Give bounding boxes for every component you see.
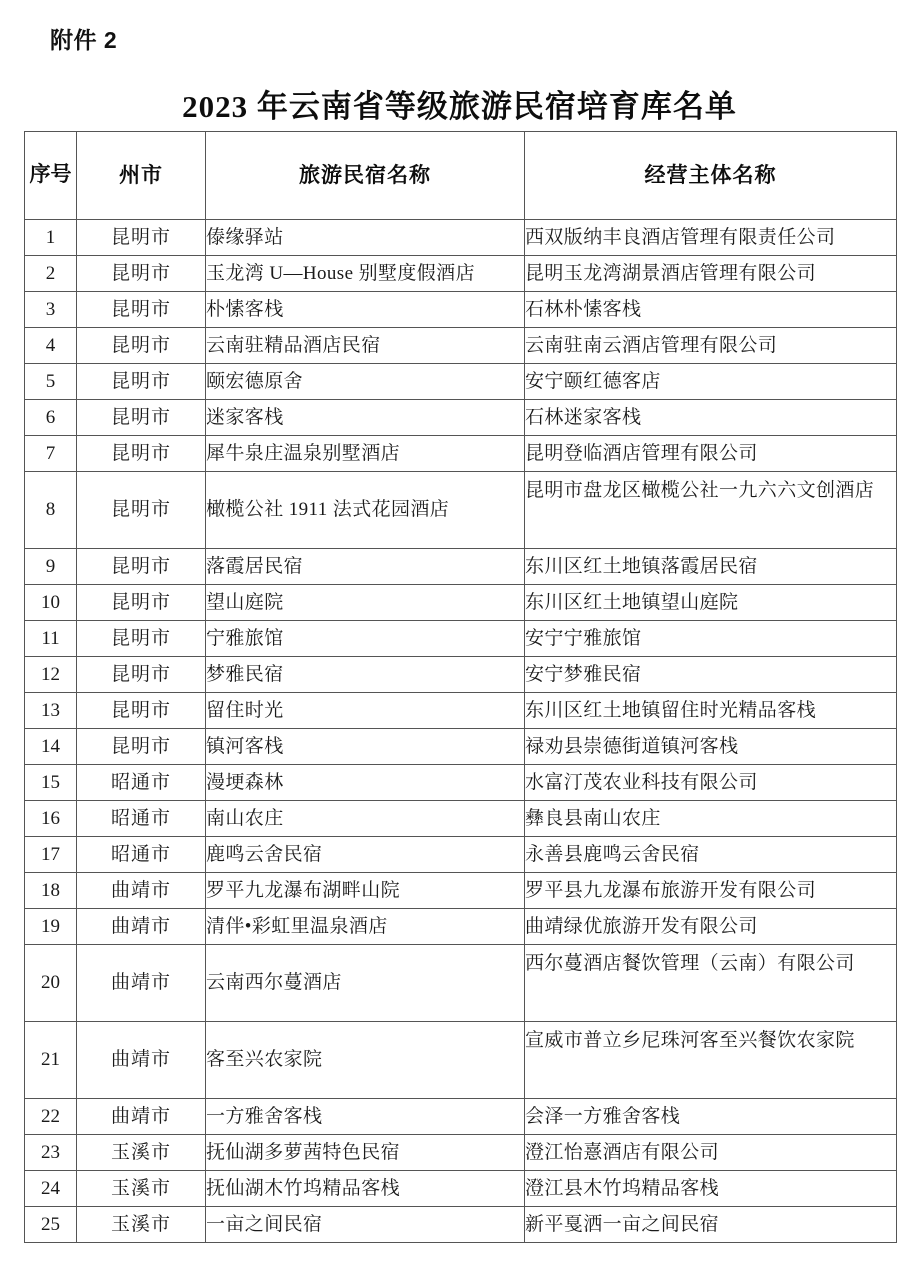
cell-index: 21 bbox=[25, 1022, 77, 1099]
cell-homestay-name: 留住时光 bbox=[206, 693, 525, 729]
cell-city: 昆明市 bbox=[77, 472, 206, 549]
cell-homestay-name: 宁雅旅馆 bbox=[206, 621, 525, 657]
cell-homestay-name: 望山庭院 bbox=[206, 585, 525, 621]
table-row bbox=[25, 909, 897, 945]
cell-city: 曲靖市 bbox=[77, 909, 206, 945]
cell-index: 12 bbox=[25, 657, 77, 693]
cell-operating-entity: 西双版纳丰良酒店管理有限责任公司 bbox=[525, 220, 897, 256]
cell-homestay-name: 落霞居民宿 bbox=[206, 549, 525, 585]
cell-operating-entity: 安宁宁雅旅馆 bbox=[525, 621, 897, 657]
homestay-listing-table bbox=[24, 131, 897, 1243]
cell-index: 22 bbox=[25, 1099, 77, 1135]
cell-index: 4 bbox=[25, 328, 77, 364]
cell-operating-entity: 东川区红土地镇落霞居民宿 bbox=[525, 549, 897, 585]
cell-city: 昆明市 bbox=[77, 328, 206, 364]
cell-index: 8 bbox=[25, 472, 77, 549]
cell-index: 14 bbox=[25, 729, 77, 765]
cell-city: 昆明市 bbox=[77, 549, 206, 585]
cell-homestay-name: 橄榄公社 1911 法式花园酒店 bbox=[206, 472, 525, 549]
cell-index: 7 bbox=[25, 436, 77, 472]
cell-index: 16 bbox=[25, 801, 77, 837]
cell-homestay-name: 南山农庄 bbox=[206, 801, 525, 837]
cell-homestay-name: 客至兴农家院 bbox=[206, 1022, 525, 1099]
cell-homestay-name: 漫埂森林 bbox=[206, 765, 525, 801]
cell-operating-entity: 澄江怡憙酒店有限公司 bbox=[525, 1135, 897, 1171]
cell-index: 18 bbox=[25, 873, 77, 909]
table-header-row bbox=[25, 132, 897, 220]
cell-index: 1 bbox=[25, 220, 77, 256]
cell-operating-entity: 东川区红土地镇望山庭院 bbox=[525, 585, 897, 621]
table-row bbox=[25, 693, 897, 729]
cell-operating-entity: 石林朴愫客栈 bbox=[525, 292, 897, 328]
cell-index: 3 bbox=[25, 292, 77, 328]
cell-city: 昭通市 bbox=[77, 837, 206, 873]
cell-operating-entity: 昆明市盘龙区橄榄公社一九六六文创酒店 bbox=[525, 472, 897, 549]
table-body bbox=[25, 220, 897, 1243]
cell-operating-entity: 云南驻南云酒店管理有限公司 bbox=[525, 328, 897, 364]
cell-operating-entity: 西尔蔓酒店餐饮管理（云南）有限公司 bbox=[525, 945, 897, 1022]
cell-index: 5 bbox=[25, 364, 77, 400]
cell-city: 玉溪市 bbox=[77, 1171, 206, 1207]
cell-city: 昆明市 bbox=[77, 657, 206, 693]
cell-city: 曲靖市 bbox=[77, 945, 206, 1022]
table-row bbox=[25, 436, 897, 472]
cell-city: 曲靖市 bbox=[77, 1099, 206, 1135]
column-header-homestay-name: 旅游民宿名称 bbox=[206, 132, 525, 220]
table-row bbox=[25, 220, 897, 256]
cell-city: 昭通市 bbox=[77, 765, 206, 801]
cell-homestay-name: 一方雅舍客栈 bbox=[206, 1099, 525, 1135]
cell-operating-entity: 永善县鹿鸣云舍民宿 bbox=[525, 837, 897, 873]
cell-city: 昆明市 bbox=[77, 436, 206, 472]
cell-operating-entity: 水富汀茂农业科技有限公司 bbox=[525, 765, 897, 801]
cell-operating-entity: 澄江县木竹坞精品客栈 bbox=[525, 1171, 897, 1207]
cell-homestay-name: 犀牛泉庄温泉别墅酒店 bbox=[206, 436, 525, 472]
table-row bbox=[25, 729, 897, 765]
table-row bbox=[25, 400, 897, 436]
cell-index: 24 bbox=[25, 1171, 77, 1207]
cell-operating-entity: 石林迷家客栈 bbox=[525, 400, 897, 436]
cell-city: 昆明市 bbox=[77, 292, 206, 328]
listing-table-container bbox=[24, 131, 896, 1243]
table-row bbox=[25, 364, 897, 400]
cell-homestay-name: 玉龙湾 U—House 别墅度假酒店 bbox=[206, 256, 525, 292]
column-header-operating-entity: 经营主体名称 bbox=[525, 132, 897, 220]
cell-index: 19 bbox=[25, 909, 77, 945]
cell-city: 玉溪市 bbox=[77, 1207, 206, 1243]
cell-homestay-name: 云南西尔蔓酒店 bbox=[206, 945, 525, 1022]
cell-index: 2 bbox=[25, 256, 77, 292]
column-header-city: 州市 bbox=[77, 132, 206, 220]
table-row bbox=[25, 292, 897, 328]
cell-index: 20 bbox=[25, 945, 77, 1022]
cell-operating-entity: 禄劝县崇德街道镇河客栈 bbox=[525, 729, 897, 765]
cell-operating-entity: 安宁梦雅民宿 bbox=[525, 657, 897, 693]
cell-homestay-name: 梦雅民宿 bbox=[206, 657, 525, 693]
cell-city: 昆明市 bbox=[77, 400, 206, 436]
cell-operating-entity: 会泽一方雅舍客栈 bbox=[525, 1099, 897, 1135]
cell-index: 10 bbox=[25, 585, 77, 621]
table-row bbox=[25, 801, 897, 837]
cell-city: 昆明市 bbox=[77, 621, 206, 657]
table-row bbox=[25, 657, 897, 693]
cell-index: 25 bbox=[25, 1207, 77, 1243]
cell-city: 曲靖市 bbox=[77, 873, 206, 909]
cell-city: 曲靖市 bbox=[77, 1022, 206, 1099]
cell-index: 6 bbox=[25, 400, 77, 436]
table-row bbox=[25, 1135, 897, 1171]
table-row bbox=[25, 1171, 897, 1207]
cell-index: 11 bbox=[25, 621, 77, 657]
cell-homestay-name: 颐宏德原舍 bbox=[206, 364, 525, 400]
column-header-index: 序号 bbox=[25, 132, 77, 220]
cell-operating-entity: 新平戛洒一亩之间民宿 bbox=[525, 1207, 897, 1243]
table-row bbox=[25, 1207, 897, 1243]
cell-homestay-name: 迷家客栈 bbox=[206, 400, 525, 436]
cell-city: 玉溪市 bbox=[77, 1135, 206, 1171]
cell-homestay-name: 一亩之间民宿 bbox=[206, 1207, 525, 1243]
cell-homestay-name: 抚仙湖木竹坞精品客栈 bbox=[206, 1171, 525, 1207]
cell-homestay-name: 清伴•彩虹里温泉酒店 bbox=[206, 909, 525, 945]
cell-index: 17 bbox=[25, 837, 77, 873]
cell-homestay-name: 镇河客栈 bbox=[206, 729, 525, 765]
table-row bbox=[25, 765, 897, 801]
cell-city: 昭通市 bbox=[77, 801, 206, 837]
cell-operating-entity: 安宁颐红德客店 bbox=[525, 364, 897, 400]
cell-index: 23 bbox=[25, 1135, 77, 1171]
cell-homestay-name: 抚仙湖多萝茜特色民宿 bbox=[206, 1135, 525, 1171]
cell-homestay-name: 鹿鸣云舍民宿 bbox=[206, 837, 525, 873]
cell-city: 昆明市 bbox=[77, 256, 206, 292]
cell-homestay-name: 朴愫客栈 bbox=[206, 292, 525, 328]
cell-index: 15 bbox=[25, 765, 77, 801]
cell-homestay-name: 云南驻精品酒店民宿 bbox=[206, 328, 525, 364]
cell-operating-entity: 曲靖绿优旅游开发有限公司 bbox=[525, 909, 897, 945]
table-row bbox=[25, 256, 897, 292]
cell-city: 昆明市 bbox=[77, 729, 206, 765]
table-row bbox=[25, 945, 897, 1022]
cell-operating-entity: 彝良县南山农庄 bbox=[525, 801, 897, 837]
cell-city: 昆明市 bbox=[77, 364, 206, 400]
table-row bbox=[25, 328, 897, 364]
cell-city: 昆明市 bbox=[77, 220, 206, 256]
table-row bbox=[25, 472, 897, 549]
cell-index: 13 bbox=[25, 693, 77, 729]
cell-city: 昆明市 bbox=[77, 693, 206, 729]
table-row bbox=[25, 837, 897, 873]
cell-operating-entity: 罗平县九龙瀑布旅游开发有限公司 bbox=[525, 873, 897, 909]
cell-city: 昆明市 bbox=[77, 585, 206, 621]
cell-index: 9 bbox=[25, 549, 77, 585]
cell-homestay-name: 罗平九龙瀑布湖畔山院 bbox=[206, 873, 525, 909]
cell-operating-entity: 宣威市普立乡尼珠河客至兴餐饮农家院 bbox=[525, 1022, 897, 1099]
page-title: 2023 年云南省等级旅游民宿培育库名单 bbox=[182, 88, 737, 124]
table-row bbox=[25, 873, 897, 909]
cell-homestay-name: 傣缘驿站 bbox=[206, 220, 525, 256]
cell-operating-entity: 昆明登临酒店管理有限公司 bbox=[525, 436, 897, 472]
table-row bbox=[25, 1099, 897, 1135]
table-row bbox=[25, 621, 897, 657]
cell-operating-entity: 东川区红土地镇留住时光精品客栈 bbox=[525, 693, 897, 729]
table-header bbox=[25, 132, 897, 220]
cell-operating-entity: 昆明玉龙湾湖景酒店管理有限公司 bbox=[525, 256, 897, 292]
table-row bbox=[25, 1022, 897, 1099]
table-row bbox=[25, 585, 897, 621]
attachment-label: 附件 2 bbox=[50, 27, 118, 53]
table-row bbox=[25, 549, 897, 585]
